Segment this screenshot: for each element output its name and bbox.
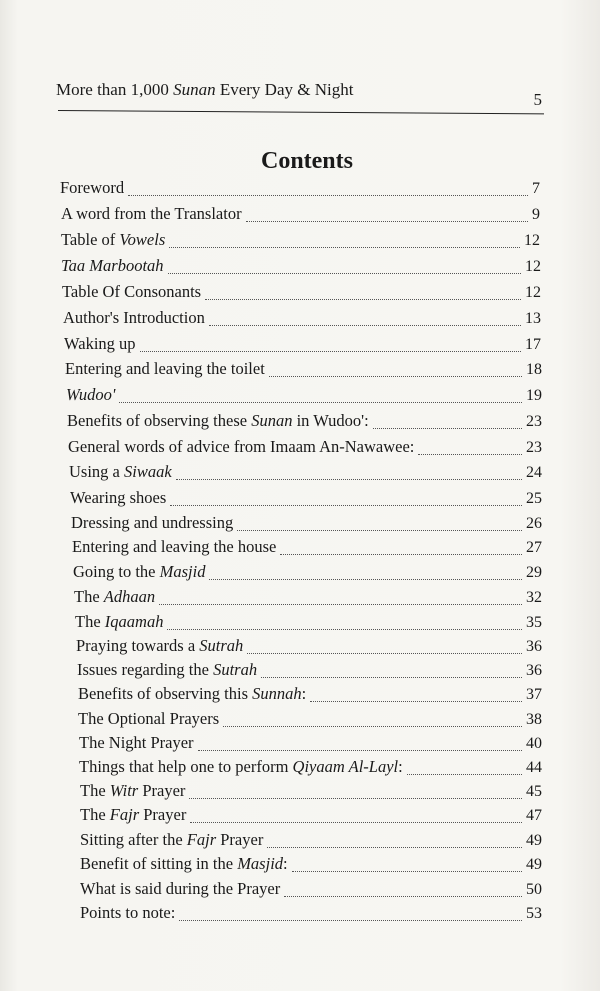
- toc-entry-title-suffix: :: [398, 757, 403, 776]
- toc-entry-title-text: Wearing shoes: [70, 488, 167, 507]
- toc-entry-title: [80, 781, 185, 801]
- toc-dot-leader: [168, 272, 521, 274]
- toc-dot-leader: [176, 478, 522, 480]
- page-number: 5: [533, 90, 542, 109]
- toc-entry-title-italic: Sunnah: [252, 684, 302, 703]
- toc-entry-title: [60, 178, 124, 198]
- toc-entry-title-italic: Sutrah: [199, 636, 244, 655]
- toc-entry-title-italic: Fajr: [186, 830, 217, 849]
- toc-entry[interactable]: [62, 282, 541, 306]
- toc-entry[interactable]: [68, 437, 542, 461]
- toc-entry-title: [74, 587, 155, 607]
- header-title-part2: Every Day & Night: [215, 80, 354, 99]
- toc-entry[interactable]: [80, 879, 542, 903]
- toc-entry-title: [71, 513, 233, 533]
- toc-entry-title: [65, 359, 265, 379]
- toc-entry-page-number: 18: [526, 361, 542, 378]
- toc-dot-leader: [128, 194, 528, 196]
- toc-entry[interactable]: [79, 757, 542, 781]
- toc-entry-page-number: 26: [526, 515, 542, 532]
- toc-entry-page-number: 44: [526, 759, 542, 776]
- toc-entry[interactable]: [69, 462, 542, 486]
- toc-dot-leader: [159, 603, 522, 605]
- toc-entry-title-text: Benefits of observing these: [67, 411, 252, 430]
- toc-entry[interactable]: [61, 230, 540, 254]
- toc-entry-title-text: Entering and leaving the toilet: [65, 359, 265, 378]
- toc-entry-title-italic: Vowels: [119, 230, 166, 249]
- toc-entry[interactable]: [80, 903, 542, 927]
- toc-entry[interactable]: [65, 359, 542, 383]
- toc-dot-leader: [170, 504, 522, 506]
- toc-entry-title-italic: Taa Marbootah: [61, 256, 164, 275]
- toc-entry-title-text: Waking up: [64, 334, 136, 353]
- toc-entry-page-number: 40: [526, 735, 542, 752]
- toc-entry-title-italic: Adhaan: [103, 587, 156, 606]
- toc-entry-title: [77, 660, 257, 680]
- toc-entry[interactable]: [80, 781, 542, 805]
- toc-entry-page-number: 45: [526, 783, 542, 800]
- toc-entry-title-text: General words of advice from Imaam An-Nawawee:: [68, 437, 415, 456]
- toc-entry-title-italic: Sutrah: [213, 660, 258, 679]
- toc-entry-title: [80, 805, 186, 825]
- toc-entry-page-number: 47: [526, 807, 542, 824]
- toc-entry-title: [80, 903, 175, 923]
- toc-entry[interactable]: [80, 854, 542, 878]
- toc-dot-leader: [310, 700, 522, 702]
- toc-entry-title-text: Author's Introduction: [63, 308, 205, 327]
- toc-entry-title-text: Table of: [61, 230, 120, 249]
- toc-entry[interactable]: [75, 612, 542, 636]
- toc-entry-title-italic: Sunan: [251, 411, 293, 430]
- toc-dot-leader: [205, 298, 521, 300]
- toc-entry[interactable]: [61, 256, 541, 280]
- toc-entry-title-text: Sitting after the: [80, 830, 187, 849]
- toc-entry[interactable]: [71, 513, 542, 537]
- toc-entry-page-number: 23: [526, 439, 542, 456]
- toc-entry[interactable]: [76, 636, 542, 660]
- toc-dot-leader: [190, 821, 522, 823]
- toc-entry-title-text: Things that help one to perform: [79, 757, 293, 776]
- toc-entry-title-text: Going to the: [73, 562, 160, 581]
- toc-entry[interactable]: [60, 178, 540, 202]
- toc-entry-title-text: The: [80, 781, 110, 800]
- toc-entry-page-number: 49: [526, 832, 542, 849]
- toc-entry[interactable]: [66, 385, 542, 409]
- toc-entry-title: [79, 733, 194, 753]
- toc-entry-title-text: Entering and leaving the house: [72, 537, 277, 556]
- toc-dot-leader: [261, 676, 522, 678]
- toc-entry-title-text: Praying towards a: [76, 636, 200, 655]
- toc-entry[interactable]: [80, 830, 542, 854]
- toc-dot-leader: [209, 578, 522, 580]
- toc-entry-title-italic: Masjid: [237, 854, 284, 873]
- toc-dot-leader: [169, 246, 520, 248]
- toc-entry-title: [61, 256, 164, 276]
- toc-entry-title: [80, 830, 263, 850]
- toc-entry-page-number: 49: [526, 856, 542, 873]
- toc-entry-title-text: A word from the Translator: [61, 204, 242, 223]
- toc-entry[interactable]: [64, 334, 541, 358]
- toc-entry-title: [68, 437, 414, 457]
- toc-entry[interactable]: [67, 411, 542, 435]
- toc-entry-title-italic: Fajr: [109, 805, 140, 824]
- toc-entry-title-suffix: Prayer: [139, 805, 187, 824]
- toc-entry-title-suffix: Prayer: [216, 830, 264, 849]
- toc-entry-page-number: 38: [526, 711, 542, 728]
- toc-entry-title-text: Issues regarding the: [77, 660, 214, 679]
- toc-dot-leader: [223, 725, 522, 727]
- toc-entry-title: [61, 204, 242, 224]
- toc-dot-leader: [246, 220, 528, 222]
- toc-entry-page-number: 19: [526, 387, 542, 404]
- contents-heading: Contents: [260, 148, 353, 174]
- toc-entry-title: [61, 230, 165, 250]
- header-title-italic: Sunan: [173, 80, 216, 99]
- toc-entry-title-suffix: :: [283, 854, 288, 873]
- toc-entry-page-number: 24: [526, 464, 542, 481]
- toc-dot-leader: [167, 628, 522, 630]
- toc-entry-title: [80, 854, 288, 874]
- toc-entry-page-number: 32: [526, 589, 542, 606]
- toc-dot-leader: [267, 846, 522, 848]
- toc-entry-title-text: Using a: [69, 462, 124, 481]
- toc-entry[interactable]: [63, 308, 541, 332]
- toc-dot-leader: [373, 427, 522, 429]
- toc-entry-title: [70, 488, 166, 508]
- toc-dot-leader: [189, 797, 522, 799]
- toc-dot-leader: [179, 919, 522, 921]
- toc-entry-page-number: 13: [525, 310, 541, 327]
- toc-entry-title: [78, 709, 219, 729]
- toc-dot-leader: [140, 350, 521, 352]
- toc-entry-page-number: 12: [525, 284, 541, 301]
- toc-entry-page-number: 12: [524, 232, 540, 249]
- toc-entry[interactable]: [70, 488, 542, 512]
- toc-entry[interactable]: [73, 562, 542, 586]
- toc-dot-leader: [119, 401, 522, 403]
- toc-entry-title-text: Benefits of observing this: [78, 684, 253, 703]
- toc-entry-title-text: Table Of Consonants: [62, 282, 202, 301]
- toc-entry-page-number: 25: [526, 490, 542, 507]
- toc-entry-title-italic: Iqaamah: [104, 612, 164, 631]
- toc-entry[interactable]: [77, 660, 542, 684]
- toc-entry-title: [66, 385, 115, 405]
- toc-entry-title-italic: Siwaak: [124, 462, 172, 481]
- toc-entry-title-suffix: Prayer: [138, 781, 186, 800]
- header-title-part1: More than 1,000: [56, 80, 174, 99]
- toc-dot-leader: [237, 529, 522, 531]
- toc-entry-page-number: 37: [526, 686, 542, 703]
- toc-entry[interactable]: [79, 733, 542, 757]
- toc-entry-page-number: 17: [525, 336, 541, 353]
- toc-entry-title-suffix: in Wudoo':: [292, 411, 369, 430]
- toc-entry-title: [67, 411, 369, 431]
- toc-entry-page-number: 9: [532, 206, 540, 223]
- toc-entry-title-text: The: [75, 612, 105, 631]
- toc-entry-title-italic: Masjid: [159, 562, 206, 581]
- toc-entry-title: [75, 612, 163, 632]
- toc-entry[interactable]: [72, 537, 542, 561]
- toc-entry-title-text: Foreword: [60, 178, 125, 197]
- toc-entry[interactable]: [78, 684, 542, 708]
- toc-entry-title-text: The: [80, 805, 110, 824]
- toc-dot-leader: [247, 652, 522, 654]
- toc-dot-leader: [209, 324, 521, 326]
- toc-entry-title-italic: Qiyaam Al-Layl: [292, 757, 399, 776]
- toc-entry[interactable]: [78, 709, 542, 733]
- toc-entry-page-number: 53: [526, 905, 542, 922]
- toc-entry-page-number: 36: [526, 662, 542, 679]
- toc-entry-title-text: The Optional Prayers: [78, 709, 220, 728]
- toc-entry-page-number: 35: [526, 614, 542, 631]
- toc-entry-title-italic: Witr: [109, 781, 139, 800]
- toc-entry-title: [62, 282, 201, 302]
- toc-entry-page-number: 36: [526, 638, 542, 655]
- toc-entry-page-number: 23: [526, 413, 542, 430]
- toc-entry-title: [69, 462, 172, 482]
- toc-dot-leader: [292, 870, 522, 872]
- toc-entry-title: [64, 334, 136, 354]
- toc-entry-title: [76, 636, 243, 656]
- toc-entry-title-text: Points to note:: [80, 903, 176, 922]
- toc-entry-title-text: What is said during the Prayer: [80, 879, 281, 898]
- toc-entry-title: [79, 757, 403, 777]
- toc-entry-title-text: Dressing and undressing: [71, 513, 234, 532]
- toc-entry-title-text: The: [74, 587, 104, 606]
- toc-entry-title: [72, 537, 276, 557]
- toc-entry-title-text: Benefit of sitting in the: [80, 854, 238, 873]
- toc-entry-page-number: 29: [526, 564, 542, 581]
- toc-entry-page-number: 50: [526, 881, 542, 898]
- toc-entry[interactable]: [61, 204, 540, 228]
- toc-entry-title: [78, 684, 306, 704]
- toc-dot-leader: [269, 375, 522, 377]
- toc-entry-page-number: 27: [526, 539, 542, 556]
- toc-entry-title: [63, 308, 205, 328]
- toc-entry-title-italic: Wudoo': [66, 385, 116, 404]
- toc-dot-leader: [418, 453, 522, 455]
- toc-dot-leader: [284, 895, 522, 897]
- toc-entry[interactable]: [74, 587, 542, 611]
- toc-entry-title-text: The Night Prayer: [79, 733, 194, 752]
- toc-dot-leader: [198, 749, 522, 751]
- toc-entry-title: [80, 879, 280, 899]
- toc-entry-title: [73, 562, 205, 582]
- toc-entry-page-number: 12: [525, 258, 541, 275]
- toc-entry-page-number: 7: [532, 180, 540, 197]
- toc-dot-leader: [407, 773, 522, 775]
- toc-dot-leader: [280, 553, 522, 555]
- toc-entry[interactable]: [80, 805, 542, 829]
- toc-entry-title-suffix: :: [301, 684, 307, 703]
